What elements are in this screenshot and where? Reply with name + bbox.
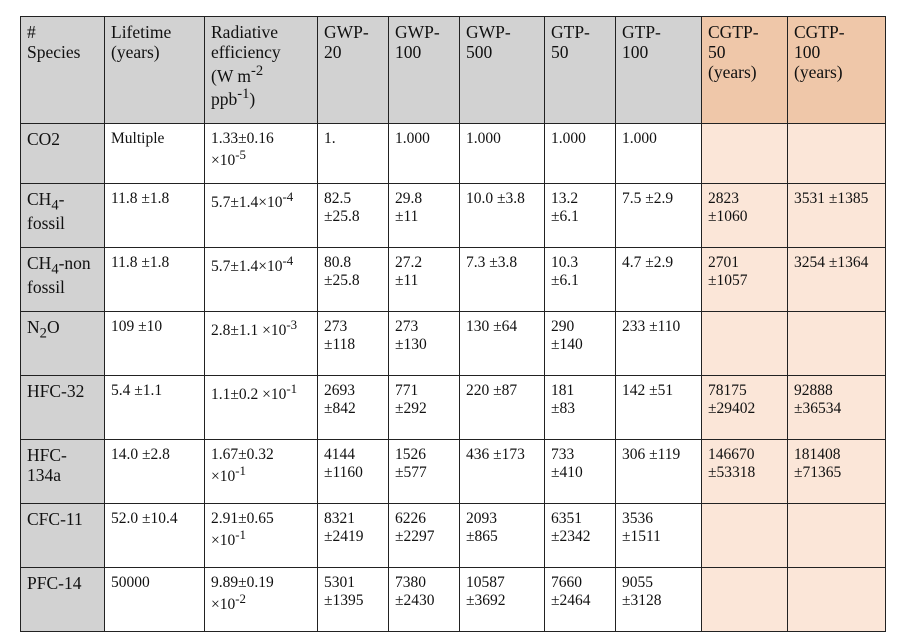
cell-cgtp-100: 92888 ±36534 <box>788 376 886 440</box>
table-row <box>21 248 886 312</box>
cell-gtp-100: 4.7 ±2.9 <box>616 248 702 312</box>
table-row <box>21 504 886 568</box>
cell-gwp-20: 1. <box>318 124 389 184</box>
cell-cgtp-100 <box>788 124 886 184</box>
cell-radiative-efficiency: 1.33±0.16 $\times 10^{-5}$ <box>205 124 318 184</box>
cell-gwp-100: 7380 ±2430 <box>389 568 460 632</box>
cell-gtp-100: 1.000 <box>616 124 702 184</box>
cell-gwp-100: 6226 ±2297 <box>389 504 460 568</box>
cell-gtp-100: 233 ±110 <box>616 312 702 376</box>
cell-gwp-20: 82.5 ±25.8 <box>318 184 389 248</box>
table-row <box>21 376 886 440</box>
cell-species: $CH_4$-non fossil <box>21 248 105 312</box>
cell-gwp-500: 2093 ±865 <box>460 504 545 568</box>
header-gtp-100: GTP- 100 <box>616 17 702 124</box>
cell-radiative-efficiency: $1.1\pm 0.2 \times 10^{-1}$ <box>205 376 318 440</box>
header-lifetime: Lifetime (years) <box>105 17 205 124</box>
cell-cgtp-100 <box>788 312 886 376</box>
cell-gwp-500: 130 ±64 <box>460 312 545 376</box>
cell-gtp-100: 3536 ±1511 <box>616 504 702 568</box>
cell-species: $CH_4-$ fossil <box>21 184 105 248</box>
cell-gwp-20: 5301 ±1395 <box>318 568 389 632</box>
cell-cgtp-100 <box>788 568 886 632</box>
metrics-table <box>20 16 886 632</box>
cell-gtp-50: 7660 ±2464 <box>545 568 616 632</box>
table-row <box>21 568 886 632</box>
cell-gwp-20: 8321 ±2419 <box>318 504 389 568</box>
cell-gwp-500: 7.3 ±3.8 <box>460 248 545 312</box>
cell-gtp-50: 181 ±83 <box>545 376 616 440</box>
cell-gtp-50: 6351 ±2342 <box>545 504 616 568</box>
cell-lifetime: 11.8 ±1.8 <box>105 184 205 248</box>
cell-gwp-500: 10.0 ±3.8 <box>460 184 545 248</box>
cell-lifetime: 11.8 ±1.8 <box>105 248 205 312</box>
cell-cgtp-50 <box>702 312 788 376</box>
cell-cgtp-50: 2701 ±1057 <box>702 248 788 312</box>
cell-gtp-50: 1.000 <box>545 124 616 184</box>
cell-gwp-500: 10587 ±3692 <box>460 568 545 632</box>
cell-species: CFC-11 <box>21 504 105 568</box>
cell-gwp-100: 1526 ±577 <box>389 440 460 504</box>
cell-lifetime: 52.0 ±10.4 <box>105 504 205 568</box>
cell-gwp-20: 4144 ±1160 <box>318 440 389 504</box>
cell-gwp-500: 1.000 <box>460 124 545 184</box>
cell-gtp-100: 7.5 ±2.9 <box>616 184 702 248</box>
cell-gwp-20: 80.8 ±25.8 <box>318 248 389 312</box>
cell-gwp-100: 273 ±130 <box>389 312 460 376</box>
header-radiative-efficiency: Radiative efficiency (W $m^{-2}$ ppb$^{-1}$) <box>205 17 318 124</box>
cell-gtp-50: 733 ±410 <box>545 440 616 504</box>
cell-lifetime: 14.0 ±2.8 <box>105 440 205 504</box>
cell-cgtp-100: 181408 ±71365 <box>788 440 886 504</box>
header-gwp-20: GWP- 20 <box>318 17 389 124</box>
cell-gwp-500: 436 ±173 <box>460 440 545 504</box>
cell-gtp-50: 290 ±140 <box>545 312 616 376</box>
cell-lifetime: 50000 <box>105 568 205 632</box>
cell-gwp-100: 771 ±292 <box>389 376 460 440</box>
cell-lifetime: 5.4 ±1.1 <box>105 376 205 440</box>
cell-cgtp-50 <box>702 504 788 568</box>
cell-gtp-100: 9055 ±3128 <box>616 568 702 632</box>
header-gtp-50: GTP- 50 <box>545 17 616 124</box>
cell-gwp-100: 1.000 <box>389 124 460 184</box>
cell-cgtp-50: 146670 ±53318 <box>702 440 788 504</box>
cell-cgtp-50 <box>702 124 788 184</box>
cell-radiative-efficiency: 2.91±0.65 $\times 10^{-1}$ <box>205 504 318 568</box>
cell-species: HFC- 134a <box>21 440 105 504</box>
cell-gtp-50: 13.2 ±6.1 <box>545 184 616 248</box>
cell-lifetime: Multiple <box>105 124 205 184</box>
table-row <box>21 312 886 376</box>
table-row <box>21 440 886 504</box>
table-body <box>21 124 886 632</box>
cell-cgtp-100: 3531 ±1385 <box>788 184 886 248</box>
cell-gwp-100: 29.8 ±11 <box>389 184 460 248</box>
header-gwp-500: GWP- 500 <box>460 17 545 124</box>
cell-gwp-20: 273 ±118 <box>318 312 389 376</box>
table-row <box>21 124 886 184</box>
cell-species: PFC-14 <box>21 568 105 632</box>
cell-cgtp-100 <box>788 504 886 568</box>
cell-gtp-100: 306 ±119 <box>616 440 702 504</box>
cell-radiative-efficiency: 1.67±0.32 $\times 10^{-1}$ <box>205 440 318 504</box>
cell-species: HFC-32 <box>21 376 105 440</box>
cell-radiative-efficiency: $5.7\pm 1.4\times 10^{-4}$ <box>205 184 318 248</box>
cell-cgtp-100: 3254 ±1364 <box>788 248 886 312</box>
cell-species: $N_2O$ <box>21 312 105 376</box>
cell-species: CO2 <box>21 124 105 184</box>
cell-cgtp-50: 78175 ±29402 <box>702 376 788 440</box>
cell-radiative-efficiency: $2.8\pm 1.1 \times 10^{-3}$ <box>205 312 318 376</box>
cell-gwp-20: 2693 ±842 <box>318 376 389 440</box>
header-row <box>21 17 886 124</box>
table-row <box>21 184 886 248</box>
header-cgtp-100: CGTP- 100 (years) <box>788 17 886 124</box>
header-gwp-100: GWP- 100 <box>389 17 460 124</box>
cell-gwp-100: 27.2 ±11 <box>389 248 460 312</box>
cell-gtp-100: 142 ±51 <box>616 376 702 440</box>
cell-cgtp-50 <box>702 568 788 632</box>
cell-lifetime: 109 ±10 <box>105 312 205 376</box>
cell-cgtp-50: 2823 ±1060 <box>702 184 788 248</box>
cell-radiative-efficiency: 9.89±0.19 $\times 10^{-2}$ <box>205 568 318 632</box>
cell-radiative-efficiency: $5.7\pm 1.4\times 10^{-4}$ <box>205 248 318 312</box>
header-species: # Species <box>21 17 105 124</box>
cell-gtp-50: 10.3 ±6.1 <box>545 248 616 312</box>
header-cgtp-50: CGTP- 50 (years) <box>702 17 788 124</box>
cell-gwp-500: 220 ±87 <box>460 376 545 440</box>
